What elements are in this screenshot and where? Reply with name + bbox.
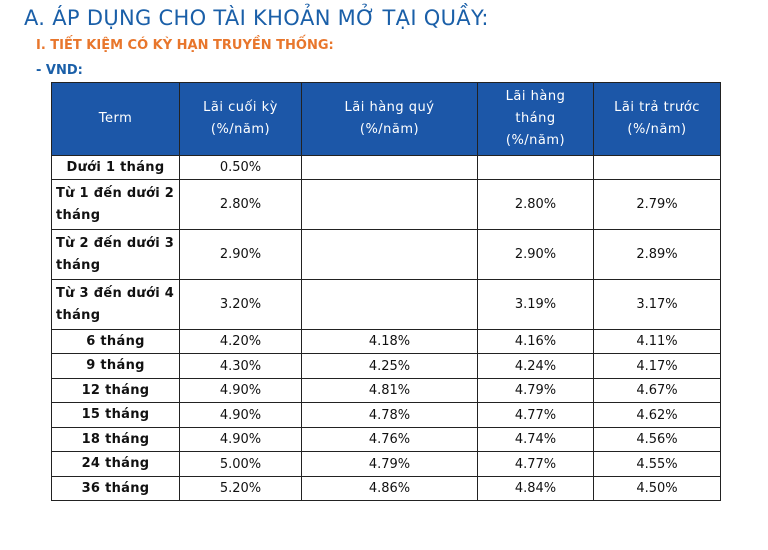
cell-term: 9 tháng (52, 354, 180, 379)
table-row (52, 330, 721, 354)
cell-prepaid: 4.62% (594, 403, 721, 428)
cell-prepaid: 4.17% (594, 354, 721, 379)
cell-end-of-term: 4.90% (180, 379, 302, 403)
table-row (52, 280, 721, 330)
cell-end-of-term: 5.20% (180, 477, 302, 501)
table-row (52, 452, 721, 477)
table-row (52, 379, 721, 403)
table-row (52, 180, 721, 230)
header-quarterly: Lãi hàng quý (%/năm) (302, 83, 478, 156)
currency-label: - VND: (36, 63, 83, 78)
cell-term: Từ 2 đến dưới 3 tháng (52, 230, 180, 280)
table-row (52, 403, 721, 428)
cell-term: 15 tháng (52, 403, 180, 428)
cell-monthly: 2.90% (478, 230, 594, 280)
table-header-row (52, 83, 721, 156)
table-row (52, 477, 721, 501)
cell-quarterly (302, 230, 478, 280)
cell-quarterly (302, 180, 478, 230)
cell-prepaid: 2.89% (594, 230, 721, 280)
cell-quarterly: 4.76% (302, 428, 478, 452)
cell-quarterly: 4.81% (302, 379, 478, 403)
cell-term: Từ 3 đến dưới 4 tháng (52, 280, 180, 330)
cell-quarterly: 4.86% (302, 477, 478, 501)
cell-prepaid: 4.67% (594, 379, 721, 403)
cell-term: 18 tháng (52, 428, 180, 452)
page-title: A. ÁP DỤNG CHO TÀI KHOẢN MỞ TẠI QUẦY: (24, 6, 489, 30)
cell-monthly: 4.79% (478, 379, 594, 403)
cell-monthly: 4.84% (478, 477, 594, 501)
cell-monthly: 4.77% (478, 452, 594, 477)
cell-end-of-term: 3.20% (180, 280, 302, 330)
table-row (52, 354, 721, 379)
cell-monthly: 4.24% (478, 354, 594, 379)
header-prepaid: Lãi trả trước (%/năm) (594, 83, 721, 156)
table-row (52, 156, 721, 180)
cell-end-of-term: 5.00% (180, 452, 302, 477)
cell-prepaid: 4.50% (594, 477, 721, 501)
cell-quarterly: 4.78% (302, 403, 478, 428)
cell-prepaid: 4.11% (594, 330, 721, 354)
cell-end-of-term: 4.90% (180, 403, 302, 428)
cell-quarterly: 4.18% (302, 330, 478, 354)
cell-end-of-term: 2.80% (180, 180, 302, 230)
cell-prepaid (594, 156, 721, 180)
header-monthly: Lãi hàng tháng (%/năm) (478, 83, 594, 156)
cell-monthly: 4.16% (478, 330, 594, 354)
cell-term: 12 tháng (52, 379, 180, 403)
table-row (52, 230, 721, 280)
cell-prepaid: 4.55% (594, 452, 721, 477)
cell-prepaid: 3.17% (594, 280, 721, 330)
section-title: I. TIẾT KIỆM CÓ KỲ HẠN TRUYỀN THỐNG: (36, 38, 334, 53)
cell-monthly: 4.77% (478, 403, 594, 428)
cell-term: Từ 1 đến dưới 2 tháng (52, 180, 180, 230)
header-end-of-term: Lãi cuối kỳ (%/năm) (180, 83, 302, 156)
cell-end-of-term: 4.20% (180, 330, 302, 354)
cell-monthly: 3.19% (478, 280, 594, 330)
cell-quarterly (302, 280, 478, 330)
cell-monthly: 2.80% (478, 180, 594, 230)
cell-term: 24 tháng (52, 452, 180, 477)
cell-end-of-term: 4.90% (180, 428, 302, 452)
cell-prepaid: 2.79% (594, 180, 721, 230)
cell-end-of-term: 2.90% (180, 230, 302, 280)
cell-monthly (478, 156, 594, 180)
cell-quarterly: 4.25% (302, 354, 478, 379)
cell-prepaid: 4.56% (594, 428, 721, 452)
cell-end-of-term: 4.30% (180, 354, 302, 379)
cell-quarterly: 4.79% (302, 452, 478, 477)
header-term: Term (52, 83, 180, 156)
cell-end-of-term: 0.50% (180, 156, 302, 180)
interest-rate-table (51, 82, 721, 501)
cell-term: Dưới 1 tháng (52, 156, 180, 180)
cell-term: 6 tháng (52, 330, 180, 354)
cell-monthly: 4.74% (478, 428, 594, 452)
table-row (52, 428, 721, 452)
cell-term: 36 tháng (52, 477, 180, 501)
cell-quarterly (302, 156, 478, 180)
